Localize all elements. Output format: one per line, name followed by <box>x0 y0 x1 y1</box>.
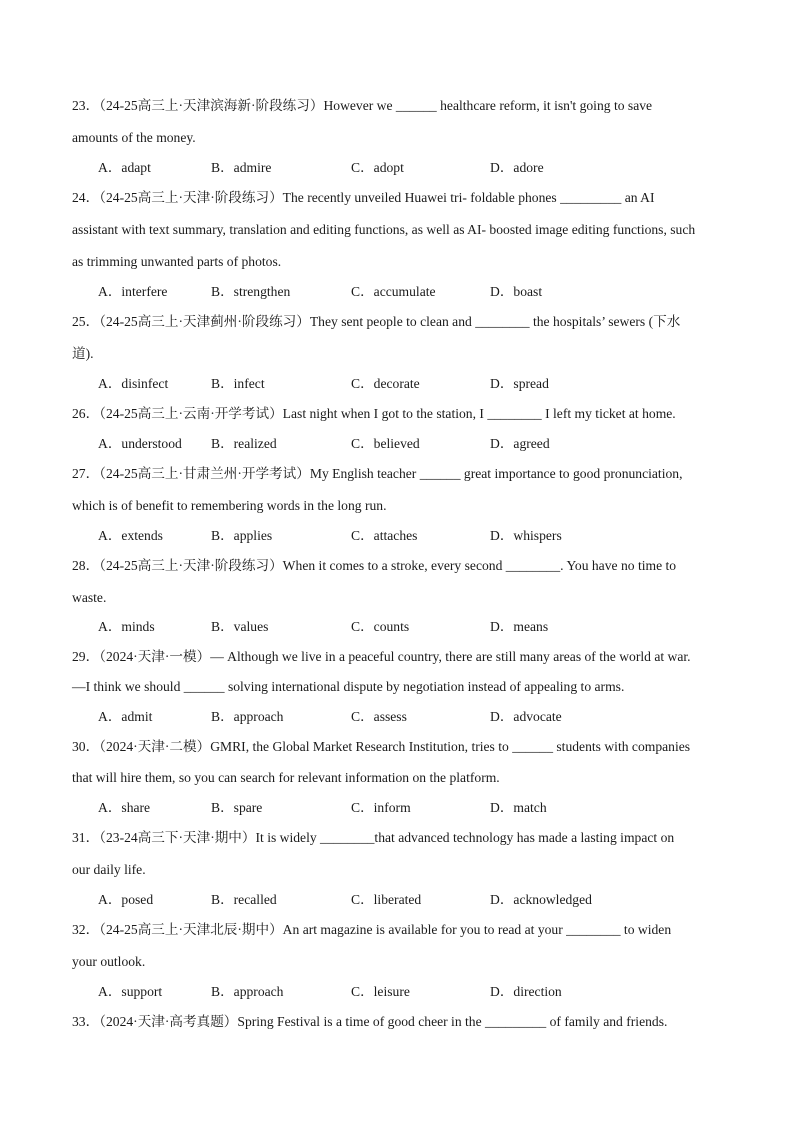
option-a: A．adapt <box>98 160 151 175</box>
option-b: B．recalled <box>211 892 277 907</box>
question-26-options <box>98 435 658 453</box>
option-b: B．applies <box>211 528 273 543</box>
option-a: A．understood <box>98 436 182 451</box>
option-a: A．admit <box>98 709 153 724</box>
option-d: D．match <box>490 800 547 815</box>
question-30-options <box>98 799 658 817</box>
question-28-options <box>98 618 658 636</box>
option-a: A．posed <box>98 892 154 907</box>
question-24-line-2: assistant with text summary, translation and editing functions, as well as AI- boosted image editing functions, such <box>72 222 696 237</box>
question-27-line-2: which is of benefit to remembering words in the long run. <box>72 498 387 513</box>
option-a: A．minds <box>98 619 155 634</box>
option-c: C．liberated <box>351 892 422 907</box>
option-b: B．infect <box>211 376 265 391</box>
question-30-line-1: 30．（2024·天津·二模）GMRI, the Global Market Research Institution, tries to ______ students with companies <box>72 739 691 754</box>
question-25-options <box>98 375 658 393</box>
option-b: B．approach <box>211 709 284 724</box>
option-d: D．boast <box>490 284 543 299</box>
option-a: A．extends <box>98 528 163 543</box>
question-31-line-2: our daily life. <box>72 862 146 877</box>
question-32-line-1: 32．（24-25高三上·天津北辰·期中）An art magazine is available for you to read at your ________ to widen <box>72 922 672 937</box>
option-d: D．acknowledged <box>490 892 592 907</box>
option-d: D．means <box>490 619 549 634</box>
option-a: A．support <box>98 984 163 999</box>
question-24-options <box>98 283 658 301</box>
question-29-options <box>98 708 658 726</box>
option-c: C．adopt <box>351 160 404 175</box>
question-32-options <box>98 983 658 1001</box>
question-29-line-2: —I think we should ______ solving international dispute by negotiation instead of appealing to arms. <box>72 679 625 694</box>
option-a: A．share <box>98 800 151 815</box>
question-27-options <box>98 527 658 545</box>
option-d: D．whispers <box>490 528 562 543</box>
question-26-line-1: 26．（24-25高三上·云南·开学考试）Last night when I got to the station, I ________ I left my ticket at home. <box>72 406 676 421</box>
question-33-line-1: 33．（2024·天津·高考真题）Spring Festival is a time of good cheer in the _________ of family and friends. <box>72 1014 668 1029</box>
question-24-line-3: as trimming unwanted parts of photos. <box>72 254 282 269</box>
question-25-line-1: 25．（24-25高三上·天津蓟州·阶段练习）They sent people to clean and ________ the hospitals’ sewers (下水 <box>72 314 681 329</box>
option-b: B．realized <box>211 436 277 451</box>
option-c: C．attaches <box>351 528 418 543</box>
option-c: C．believed <box>351 436 420 451</box>
option-c: C．inform <box>351 800 411 815</box>
option-c: C．accumulate <box>351 284 436 299</box>
question-31-line-1: 31．（23-24高三下·天津·期中）It is widely ________that advanced technology has made a lasting impact on <box>72 830 675 845</box>
question-23-line-1: 23．（24-25高三上·天津滨海新·阶段练习）However we ______ healthcare reform, it isn't going to save <box>72 98 653 113</box>
option-d: D．spread <box>490 376 549 391</box>
option-d: D．adore <box>490 160 544 175</box>
option-d: D．direction <box>490 984 562 999</box>
question-23-options <box>98 159 658 177</box>
option-a: A．interfere <box>98 284 168 299</box>
question-23-line-2: amounts of the money. <box>72 130 196 145</box>
option-b: B．approach <box>211 984 284 999</box>
option-b: B．admire <box>211 160 272 175</box>
option-b: B．spare <box>211 800 263 815</box>
option-c: C．decorate <box>351 376 420 391</box>
option-d: D．agreed <box>490 436 550 451</box>
option-d: D．advocate <box>490 709 562 724</box>
question-24-line-1: 24．（24-25高三上·天津·阶段练习）The recently unveiled Huawei tri- foldable phones _________ an AI <box>72 190 655 205</box>
option-b: B．strengthen <box>211 284 291 299</box>
question-27-line-1: 27．（24-25高三上·甘肃兰州·开学考试）My English teacher ______ great importance to good pronunciation, <box>72 466 683 481</box>
question-25-line-2: 道). <box>72 346 94 361</box>
option-a: A．disinfect <box>98 376 169 391</box>
question-28-line-1: 28．（24-25高三上·天津·阶段练习）When it comes to a stroke, every second ________. You have no time to <box>72 558 677 573</box>
option-c: C．assess <box>351 709 407 724</box>
option-c: C．counts <box>351 619 410 634</box>
question-31-options <box>98 891 658 909</box>
question-30-line-2: that will hire them, so you can search for relevant information on the platform. <box>72 770 500 785</box>
question-29-line-1: 29．（2024·天津·一模）— Although we live in a peaceful country, there are still many areas of the world at war. <box>72 649 691 664</box>
question-28-line-2: waste. <box>72 590 107 605</box>
option-b: B．values <box>211 619 269 634</box>
option-c: C．leisure <box>351 984 410 999</box>
question-32-line-2: your outlook. <box>72 954 146 969</box>
